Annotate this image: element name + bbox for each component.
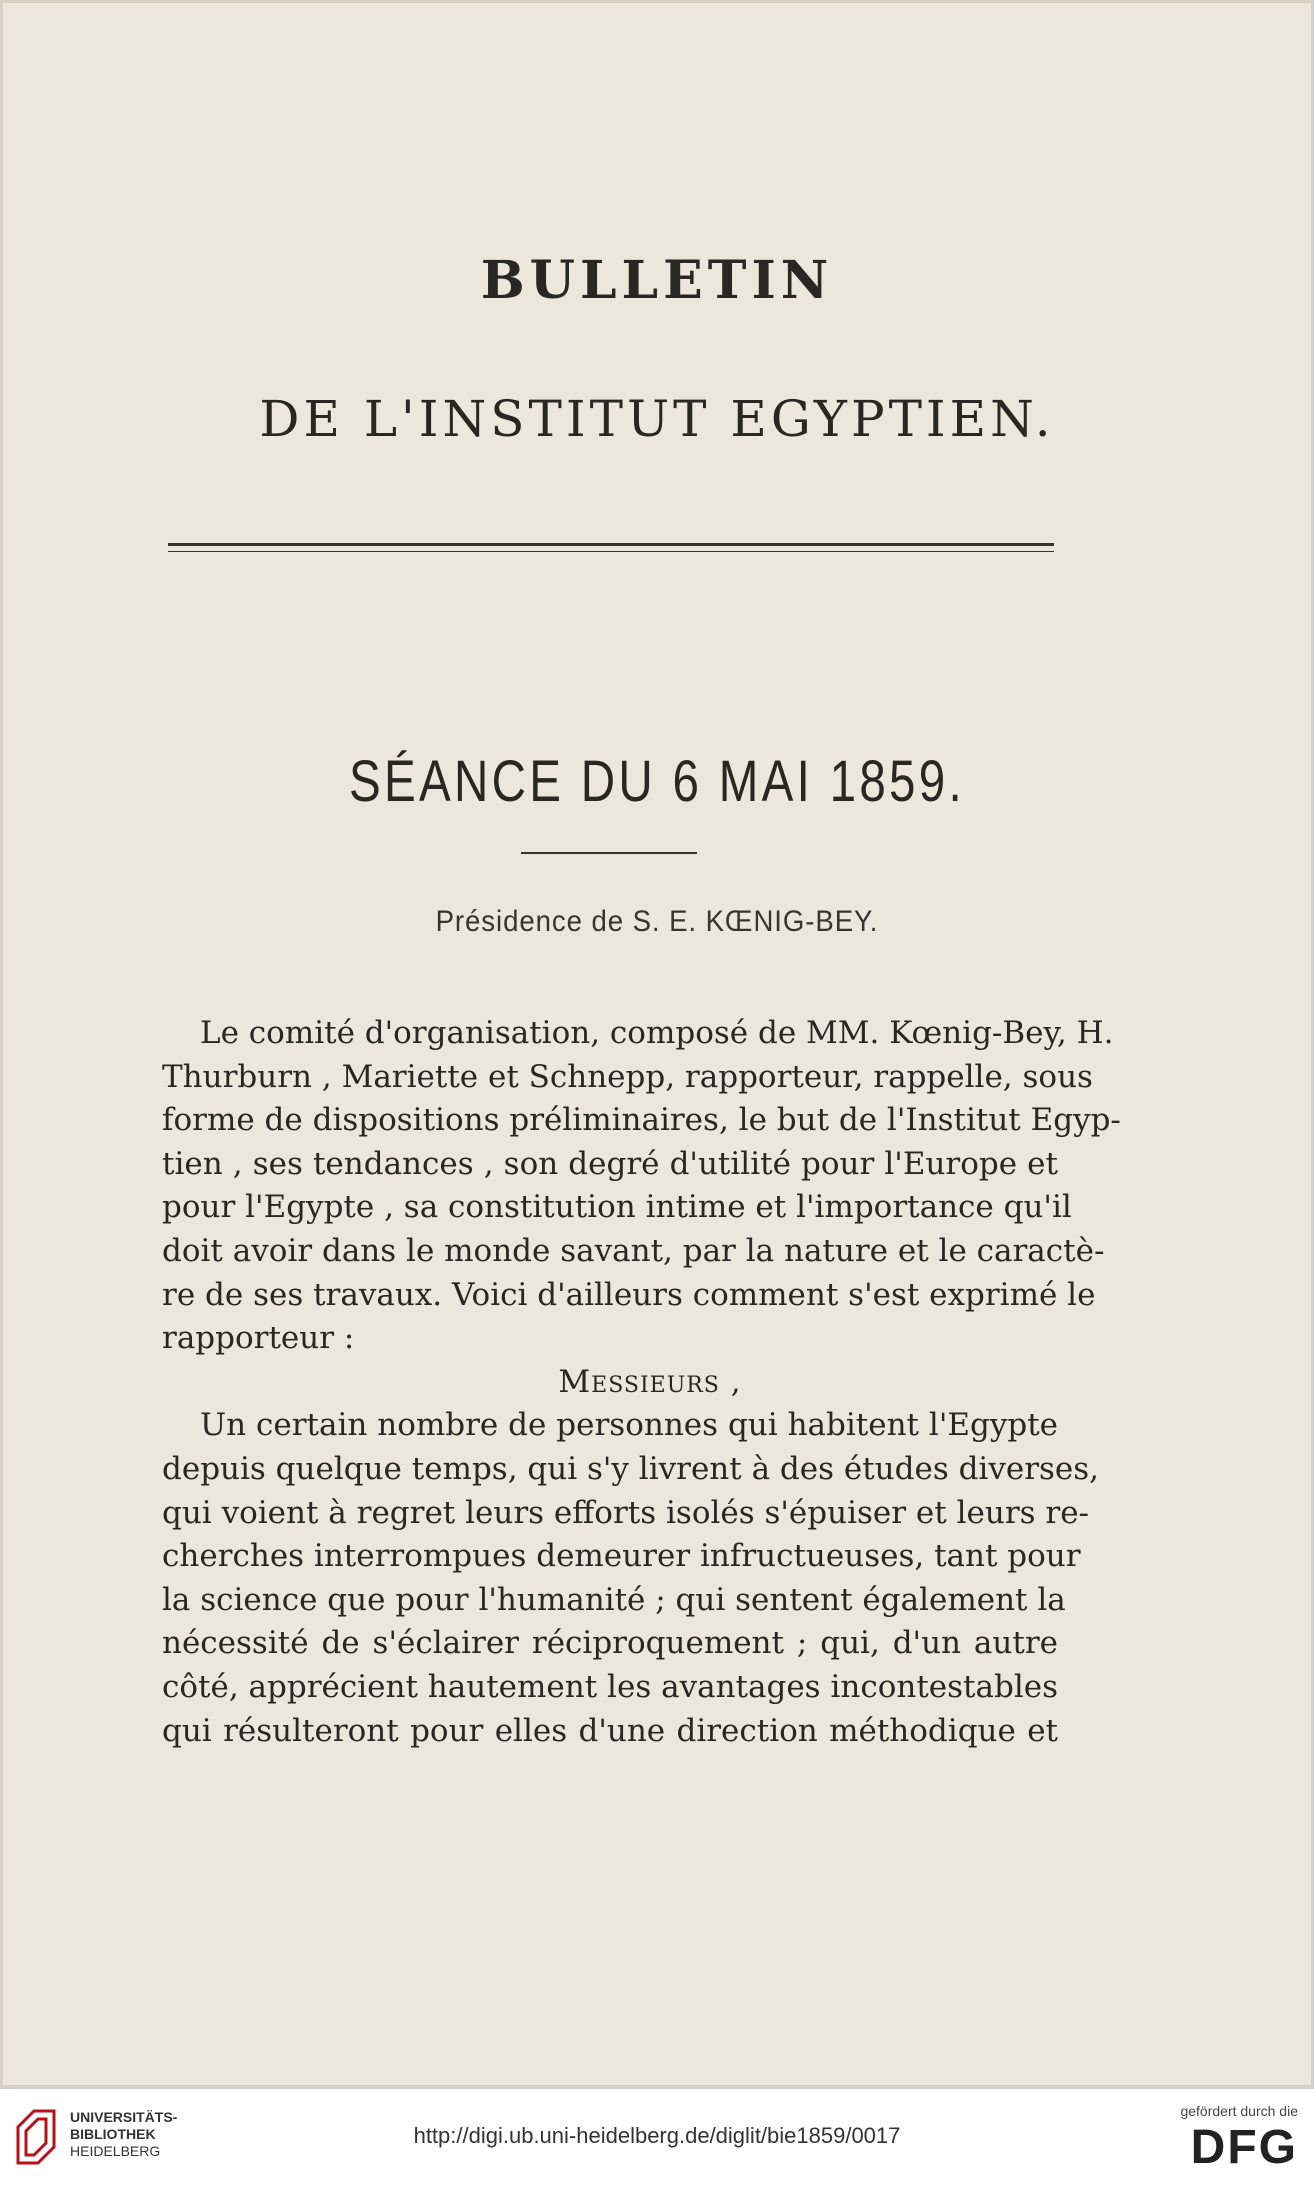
paragraph2-line: depuis quelque temps, qui s'y livrent à des études diverses, (162, 1450, 1100, 1487)
paragraph2-line: Un certain nombre de personnes qui habitent l'Egypte (200, 1407, 1058, 1444)
paragraph1-line: re de ses travaux. Voici d'ailleurs comment s'est exprimé le (162, 1276, 1096, 1313)
paragraph2-line: la science que pour l'humanité ; qui sentent également la (162, 1581, 1066, 1618)
session-heading: SÉANCE DU 6 MAI 1859. (348, 749, 966, 814)
short-rule-divider (521, 852, 697, 854)
paragraph2-line: qui voient à regret leurs efforts isolés s'épuiser et leurs re- (162, 1494, 1090, 1531)
double-rule-divider (168, 543, 1054, 552)
paragraph2-line: côté, apprécient hautement les avantages incontestables (162, 1668, 1058, 1705)
salutation: Messieurs , (558, 1363, 742, 1400)
presidence-line: Présidence de S. E. KŒNIG-BEY. (435, 905, 879, 938)
library-name-line: BIBLIOTHEK (70, 2126, 156, 2142)
paragraph1-line: pour l'Egypte , sa constitution intime et l'importance qu'il (162, 1189, 1072, 1226)
digitization-footer (0, 2088, 1314, 2186)
paragraph1-line: Le comité d'organisation, composé de MM. Kœnig-Bey, H. (200, 1015, 1114, 1051)
paragraph2-line: qui résulteront pour elles d'une direction méthodique et (162, 1712, 1058, 1749)
paragraph2-line: cherches interrompues demeurer infructueuses, tant pour (162, 1538, 1081, 1575)
paragraph1-line: Thurburn , Mariette et Schnepp, rapporteur, rappelle, sous (162, 1058, 1093, 1095)
paragraph1-line: doit avoir dans le monde savant, par la nature et le caractè- (162, 1232, 1105, 1269)
funding-note: gefördert durch die (1180, 2103, 1298, 2119)
dfg-logo: DFG (1190, 2121, 1298, 2174)
bulletin-title: BULLETIN (480, 250, 834, 311)
paragraph1-line: rapporteur : (162, 1320, 355, 1357)
paragraph2-line: nécessité de s'éclairer réciproquement ; qui, d'un autre (162, 1625, 1058, 1662)
body-text (162, 1012, 1121, 1753)
library-name-line: HEIDELBERG (70, 2143, 161, 2159)
library-name-line: UNIVERSITÄTS- (70, 2109, 178, 2125)
institute-title: DE L'INSTITUT EGYPTIEN. (259, 390, 1055, 448)
paragraph1-line: tien , ses tendances , son degré d'utilité pour l'Europe et (162, 1145, 1058, 1182)
permalink-url[interactable]: http://digi.ub.uni-heidelberg.de/diglit/bie1859/0017 (413, 2123, 901, 2148)
paragraph1-line: forme de dispositions préliminaires, le but de l'Institut Egyp- (162, 1102, 1121, 1139)
